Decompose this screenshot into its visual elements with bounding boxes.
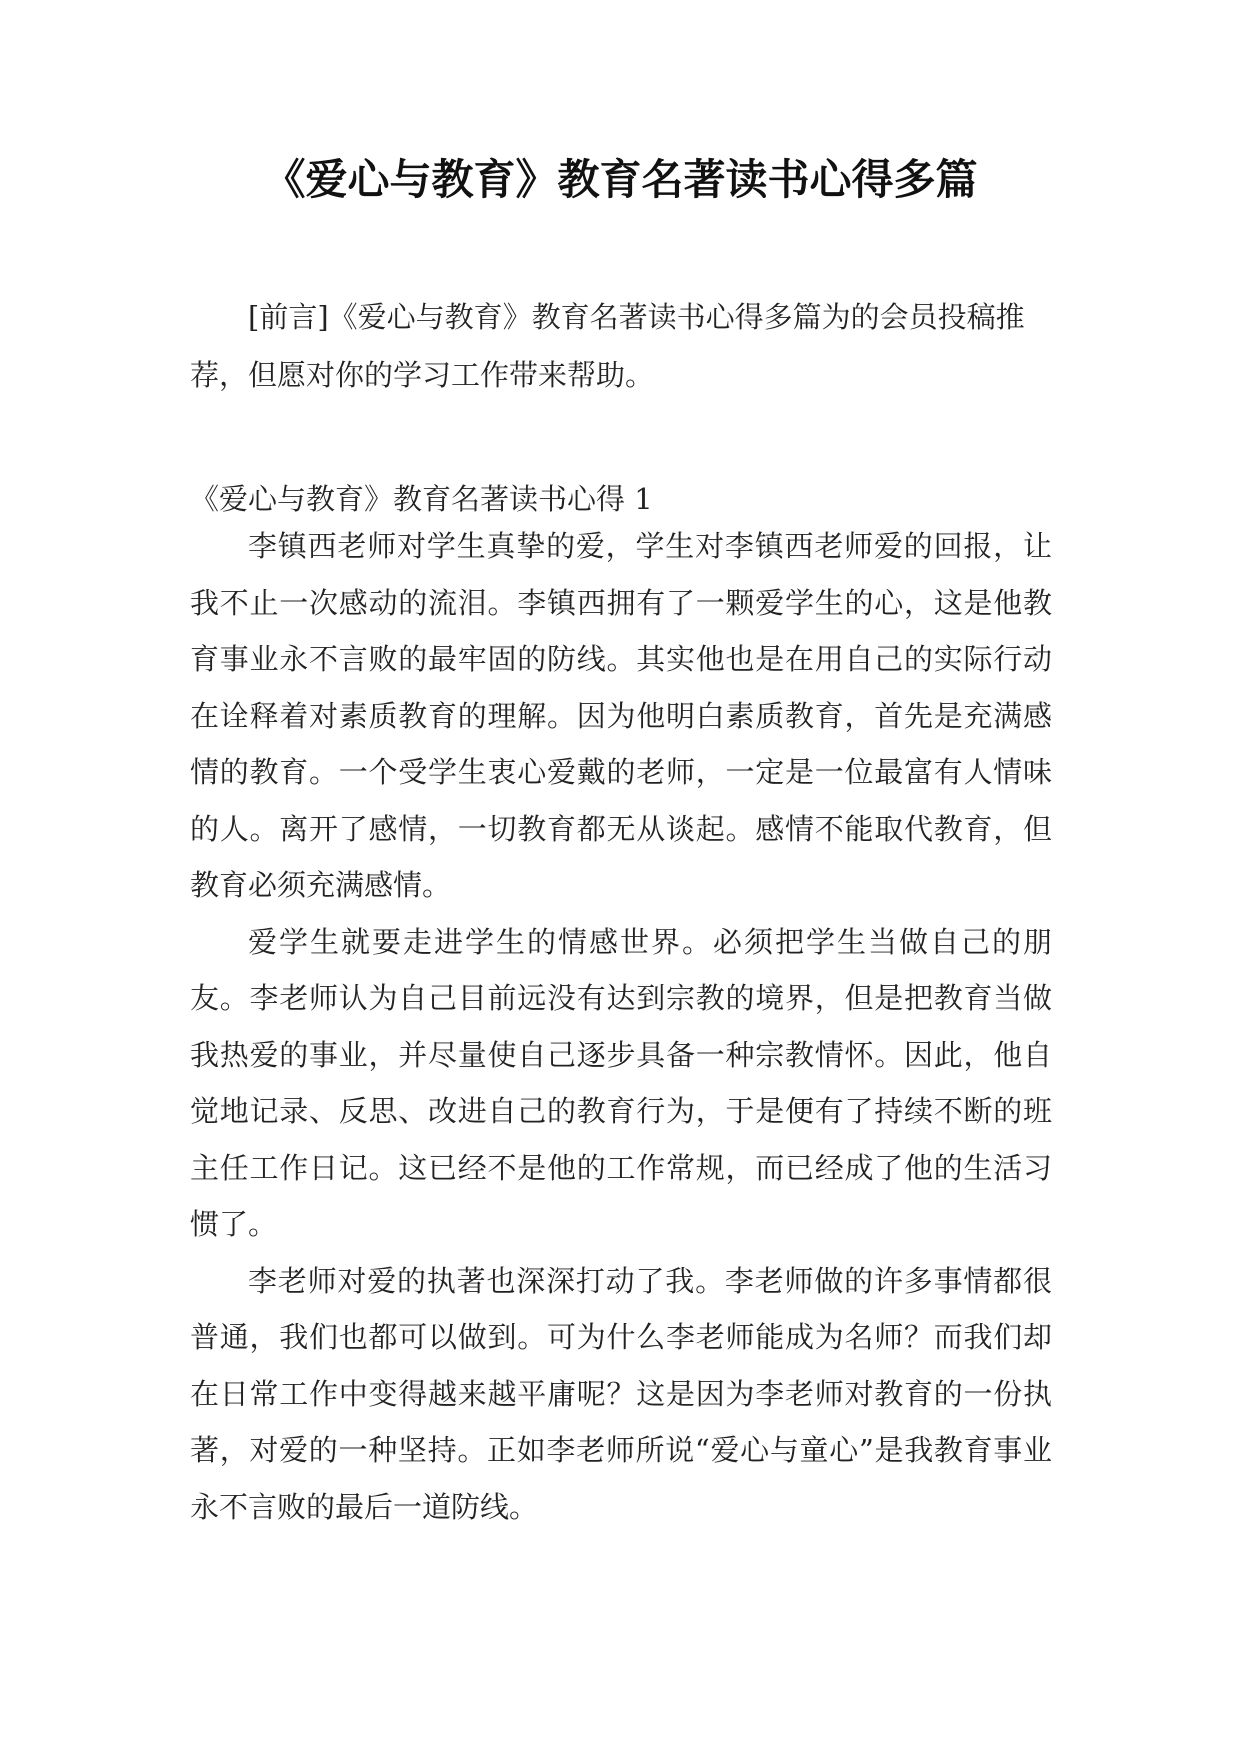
- document-title: 《爱心与教育》教育名著读书心得多篇: [263, 155, 978, 204]
- section-heading: 《爱心与教育》教育名著读书心得 1: [190, 482, 653, 516]
- body-paragraph: 李镇西老师对学生真挚的爱，学生对李镇西老师爱的回报，让我不止一次感动的流泪。李镇西拥有了一颗爱学生的心，这是他教育事业永不言败的最牢固的防线。其实他也是在用自己的实际行动在诠释着对素质教育的理解。因为他明白素质教育，首先是充满感情的教育。一个受学生衷心爱戴的老师，一定是一位最富有人情味的人。离开了感情，一切教育都无从谈起。感情不能取代教育，但教育必须充满感情。: [190, 529, 1052, 902]
- preface-paragraph: [前言]《爱心与教育》教育名著读书心得多篇为的会员投稿推荐，但愿对你的学习工作带来帮助。: [190, 300, 1025, 392]
- body-paragraph: 爱学生就要走进学生的情感世界。必须把学生当做自己的朋友。李老师认为自己目前远没有达到宗教的境界，但是把教育当做我热爱的事业，并尽量使自己逐步具备一种宗教情怀。因此，他自觉地记录、反思、改进自己的教育行为，于是便有了持续不断的班主任工作日记。这已经不是他的工作常规，而已经成了他的生活习惯了。: [190, 924, 1052, 1241]
- section-body: [190, 518, 1052, 1535]
- body-paragraph: 李老师对爱的执著也深深打动了我。李老师做的许多事情都很普通，我们也都可以做到。可为什么李老师能成为名师？而我们却在日常工作中变得越来越平庸呢？这是因为李老师对教育的一份执著，对爱的一种坚持。正如李老师所说“爱心与童心”是我教育事业永不言败的最后一道防线。: [190, 1263, 1052, 1524]
